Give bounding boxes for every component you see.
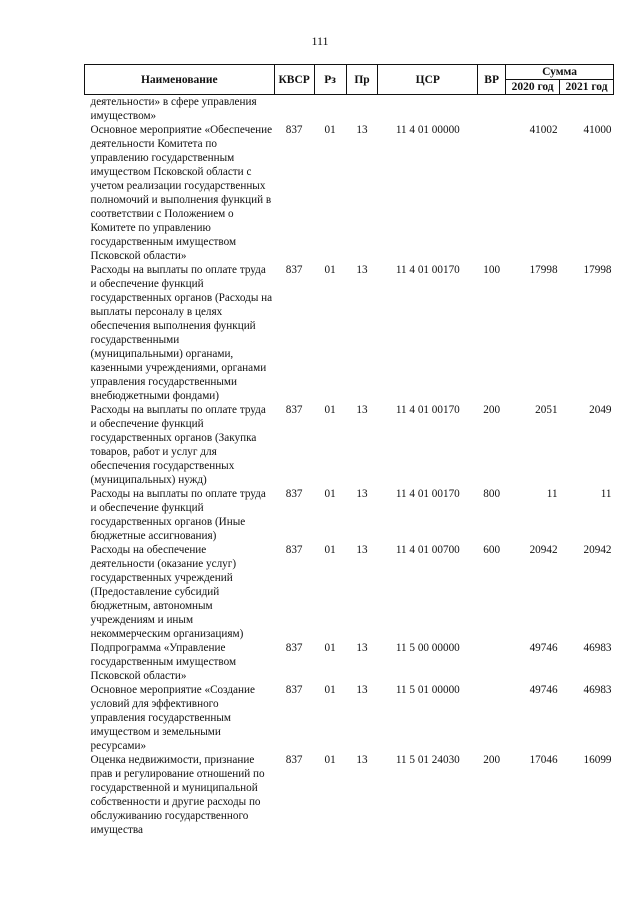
cell-csr: 11 4 01 00170 [395, 404, 460, 416]
cell-pr: 13 [356, 642, 368, 654]
cell-csr [378, 95, 478, 124]
cell-sum-2021: 46983 [583, 684, 612, 696]
cell-csr: 11 4 01 00170 [395, 488, 460, 500]
cell-sum-2020: 20942 [529, 544, 558, 556]
cell-kvsr: 837 [285, 488, 303, 500]
cell-vr [478, 641, 506, 683]
header-pr: Пр [346, 65, 378, 95]
cell-name: Подпрограмма «Управление государственным имуществом Псковской области» [90, 642, 237, 682]
header-csr: ЦСР [378, 65, 478, 95]
cell-sum-2020: 17998 [529, 264, 558, 276]
cell-kvsr: 837 [285, 684, 303, 696]
cell-vr: 200 [483, 754, 501, 766]
cell-vr: 600 [483, 544, 501, 556]
cell-rz [314, 95, 346, 124]
table-row [85, 95, 614, 124]
cell-rz: 01 [324, 642, 336, 654]
table-row [85, 123, 614, 263]
cell-csr: 11 4 01 00700 [395, 544, 460, 556]
cell-sum-2021: 2049 [589, 404, 612, 416]
cell-sum-2020: 11 [546, 488, 558, 500]
cell-pr: 13 [356, 684, 368, 696]
cell-sum-2020 [506, 95, 560, 124]
cell-csr: 11 4 01 00000 [395, 124, 460, 136]
table-row [85, 487, 614, 543]
cell-rz: 01 [324, 488, 336, 500]
header-rz: Рз [314, 65, 346, 95]
cell-name: Основное мероприятие «Создание условий для эффективного управления государственным имуществом и земельными ресурсами» [90, 684, 255, 752]
cell-rz: 01 [324, 264, 336, 276]
cell-csr: 11 5 00 00000 [395, 642, 460, 654]
cell-kvsr: 837 [285, 124, 303, 136]
page-number: 111 [311, 34, 329, 48]
cell-pr: 13 [356, 124, 368, 136]
cell-pr: 13 [356, 754, 368, 766]
header-year-2021: 2021 год [560, 80, 614, 95]
cell-kvsr: 837 [285, 404, 303, 416]
cell-kvsr: 837 [285, 754, 303, 766]
table-row [85, 543, 614, 641]
cell-rz: 01 [324, 684, 336, 696]
header-name: Наименование [85, 65, 275, 95]
cell-vr [478, 683, 506, 753]
cell-vr [478, 123, 506, 263]
cell-csr: 11 4 01 00170 [395, 264, 460, 276]
table-body [85, 95, 614, 838]
cell-name: деятельности» в сфере управления имуществом» [90, 96, 257, 122]
cell-sum-2021: 16099 [583, 754, 612, 766]
cell-sum-2020: 17046 [529, 754, 558, 766]
cell-csr: 11 5 01 00000 [395, 684, 460, 696]
cell-name: Расходы на обеспечение деятельности (оказание услуг) государственных учреждений (Предоставление субсидий бюджетным, автономным учреждениям и иным некоммерческим организациям) [90, 544, 244, 640]
budget-table [84, 64, 614, 837]
cell-csr: 11 5 01 24030 [395, 754, 460, 766]
cell-name: Основное мероприятие «Обеспечение деятельности Комитета по управлению государственным имуществом Псковской области с учетом реализации государственных полномочий и выполнения функций в соответствии с Положением о Комитете по управлению государственным имуществом Псковской области» [90, 124, 273, 262]
cell-sum-2021 [560, 95, 614, 124]
cell-sum-2020: 49746 [529, 642, 558, 654]
table-row [85, 641, 614, 683]
table-row [85, 403, 614, 487]
cell-sum-2021: 41000 [583, 124, 612, 136]
header-sum: Сумма [506, 65, 614, 80]
header-kvsr: КВСР [274, 65, 314, 95]
cell-pr: 13 [356, 544, 368, 556]
cell-sum-2020: 41002 [529, 124, 558, 136]
cell-name: Расходы на выплаты по оплате труда и обеспечение функций государственных органов (Расходы на выплаты персоналу в целях обеспечения выполнения функций государственными (муниципальными) органами, казенными учреждениями, органами управления государственными внебюджетными фондами) [90, 264, 273, 402]
cell-name: Расходы на выплаты по оплате труда и обеспечение функций государственных органов (Закупка товаров, работ и услуг для обеспечения государственных (муниципальных) нужд) [90, 404, 266, 486]
cell-name: Расходы на выплаты по оплате труда и обеспечение функций государственных органов (Иные бюджетные ассигнования) [90, 488, 266, 542]
cell-sum-2021: 11 [600, 488, 612, 500]
cell-sum-2021: 17998 [583, 264, 612, 276]
cell-sum-2020: 49746 [529, 684, 558, 696]
cell-name: Оценка недвижимости, признание прав и регулирование отношений по государственной и муниципальной собственности и другие расходы по обслуживанию государственного имущества [90, 754, 265, 836]
cell-kvsr: 837 [285, 642, 303, 654]
cell-sum-2021: 46983 [583, 642, 612, 654]
cell-vr [478, 95, 506, 124]
table-row [85, 683, 614, 753]
table-row [85, 753, 614, 837]
cell-pr: 13 [356, 264, 368, 276]
cell-vr: 200 [483, 404, 501, 416]
cell-kvsr: 837 [285, 544, 303, 556]
cell-kvsr [274, 95, 314, 124]
cell-sum-2020: 2051 [535, 404, 558, 416]
cell-pr: 13 [356, 488, 368, 500]
table-row [85, 263, 614, 403]
header-vr: ВР [478, 65, 506, 95]
cell-rz: 01 [324, 544, 336, 556]
cell-pr [346, 95, 378, 124]
cell-pr: 13 [356, 404, 368, 416]
cell-vr: 100 [483, 264, 501, 276]
cell-rz: 01 [324, 404, 336, 416]
cell-rz: 01 [324, 754, 336, 766]
cell-vr: 800 [483, 488, 501, 500]
header-year-2020: 2020 год [506, 80, 560, 95]
cell-sum-2021: 20942 [583, 544, 612, 556]
cell-rz: 01 [324, 124, 336, 136]
cell-kvsr: 837 [285, 264, 303, 276]
